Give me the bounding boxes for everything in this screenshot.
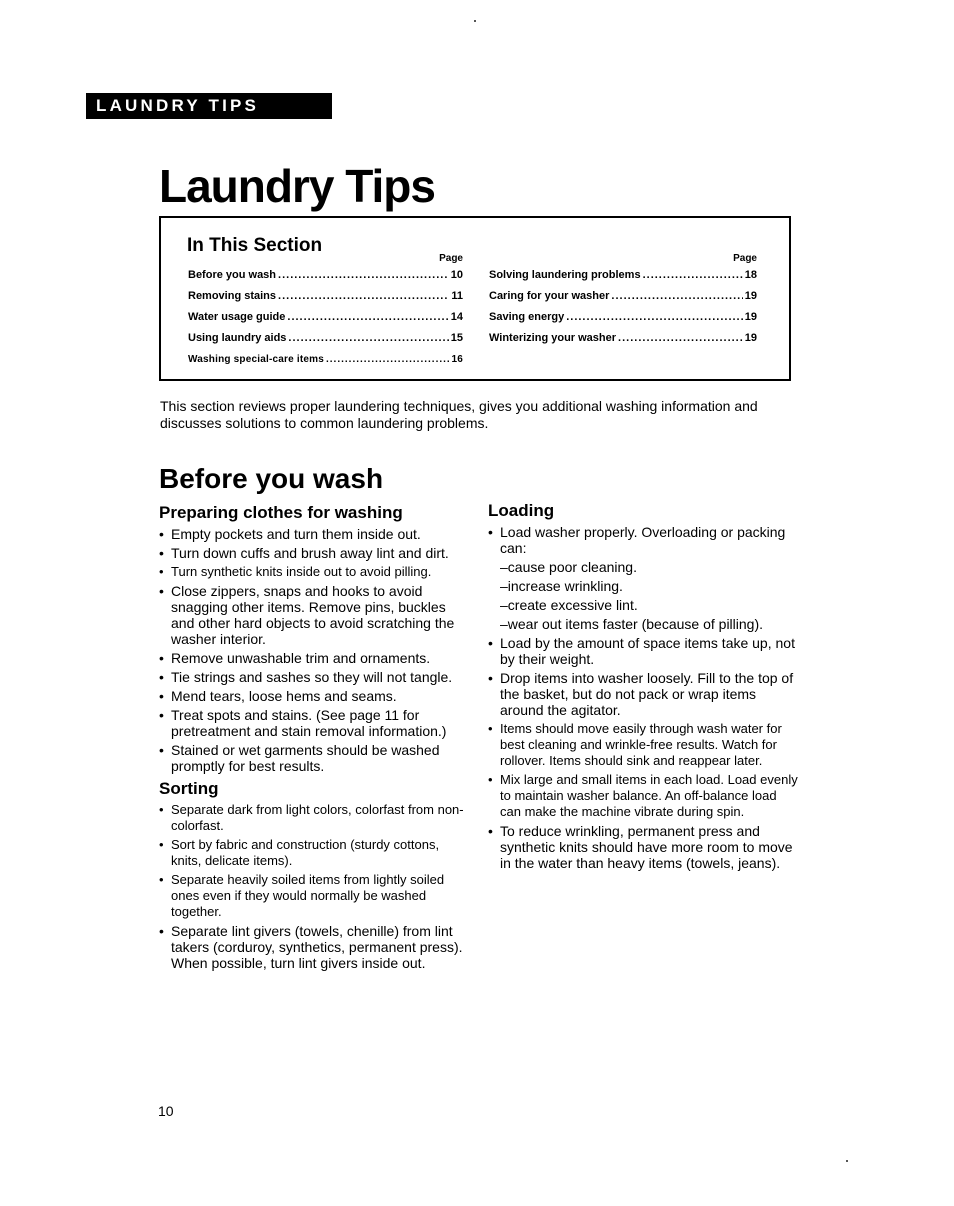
toc-entry-page: 14 xyxy=(450,311,463,323)
list-item: • Tie strings and sashes so they will not tangle. xyxy=(159,669,469,685)
list-item: • Stained or wet garments should be washed promptly for best results. xyxy=(159,742,469,774)
toc-entry-label: Winterizing your washer xyxy=(489,332,617,344)
toc-leader-dots xyxy=(278,286,449,307)
intro-paragraph: This section reviews proper laundering techniques, gives you additional washing information and discusses solutions to common laundering problems. xyxy=(160,398,758,431)
dash-item: –create excessive lint. xyxy=(500,597,638,613)
toc-leader-dots xyxy=(287,307,448,328)
list-item: • Treat spots and stains. (See page 11 for pretreatment and stain removal information.) xyxy=(159,707,469,739)
list-item: • Turn down cuffs and brush away lint and dirt. xyxy=(159,545,469,561)
list-item xyxy=(488,524,798,632)
toc-entry xyxy=(188,349,463,370)
toc-leader-dots xyxy=(611,286,742,307)
toc-leader-dots xyxy=(566,307,743,328)
toc-entry-label: Solving laundering problems xyxy=(489,269,641,281)
toc-leader-dots xyxy=(618,328,743,349)
toc-entry-page: 19 xyxy=(744,311,757,323)
loading-heading: Loading xyxy=(488,501,555,520)
page-title: Laundry Tips xyxy=(159,160,435,212)
toc-entry xyxy=(489,307,757,328)
list-item: • Separate heavily soiled items from lightly soiled ones even if they would normally be washed together. xyxy=(159,872,469,920)
list-item: • Separate dark from light colors, colorfast from non-colorfast. xyxy=(159,802,469,834)
list-item-text: Load washer properly. Overloading or packing can: xyxy=(500,524,786,556)
list-item: • Empty pockets and turn them inside out. xyxy=(159,526,469,542)
toc-entry xyxy=(188,328,463,349)
toc-heading: In This Section xyxy=(187,235,323,256)
list-item: • To reduce wrinkling, permanent press and synthetic knits should have more room to move in the water than heavy items (towels, jeans). xyxy=(488,823,798,871)
scan-speck xyxy=(846,1160,848,1162)
toc-page-header: Page xyxy=(439,253,463,264)
preparing-heading: Preparing clothes for washing xyxy=(159,503,403,522)
dash-item: –cause poor cleaning. xyxy=(500,559,637,575)
sorting-list xyxy=(159,802,469,971)
toc-entry-label: Using laundry aids xyxy=(188,332,287,344)
dash-item: –increase wrinkling. xyxy=(500,578,623,594)
toc-entry xyxy=(489,265,757,286)
list-item: • Remove unwashable trim and ornaments. xyxy=(159,650,469,666)
section-tab: LAUNDRY TIPS xyxy=(86,93,332,119)
toc-box xyxy=(159,216,791,381)
toc-right-column xyxy=(489,252,757,349)
toc-entry xyxy=(188,307,463,328)
dash-item: –wear out items faster (because of pilling). xyxy=(500,616,764,632)
toc-entry xyxy=(188,265,463,286)
list-item: • Separate lint givers (towels, chenille) from lint takers (corduroy, synthetics, permanent press). When possible, turn lint givers inside out. xyxy=(159,923,469,971)
toc-entry-page: 15 xyxy=(450,332,463,344)
list-item: • Turn synthetic knits inside out to avoid pilling. xyxy=(159,564,469,580)
scan-speck xyxy=(474,20,476,22)
toc-leader-dots xyxy=(288,328,448,349)
toc-entry xyxy=(489,328,757,349)
toc-entry-page: 19 xyxy=(744,332,757,344)
toc-entry-page: 16 xyxy=(451,354,463,365)
toc-entry-label: Before you wash xyxy=(188,269,277,281)
toc-entry xyxy=(188,286,463,307)
toc-entry-page: 18 xyxy=(744,269,757,281)
list-item: • Mix large and small items in each load. Load evenly to maintain washer balance. An off-balance load can make the machine vibrate during spin. xyxy=(488,772,798,820)
list-item: • Load by the amount of space items take up, not by their weight. xyxy=(488,635,798,667)
toc-page-header: Page xyxy=(733,253,757,264)
page-number: 10 xyxy=(158,1103,174,1119)
toc-leader-dots xyxy=(643,265,743,286)
sorting-heading: Sorting xyxy=(159,779,219,798)
list-item: • Close zippers, snaps and hooks to avoid snagging other items. Remove pins, buckles and other hard objects to avoid scratching the washer interior. xyxy=(159,583,469,647)
list-item: • Items should move easily through wash water for best cleaning and wrinkle-free results. Watch for rollover. Items should sink and reappear later. xyxy=(488,721,798,769)
preparing-list xyxy=(159,526,469,774)
toc-entry-label: Washing special-care items xyxy=(188,354,324,365)
left-column xyxy=(159,502,469,974)
toc-leader-dots xyxy=(326,349,449,370)
toc-leader-dots xyxy=(278,265,449,286)
toc-entry-label: Saving energy xyxy=(489,311,565,323)
toc-entry-page: 10 xyxy=(450,269,463,281)
list-item: • Mend tears, loose hems and seams. xyxy=(159,688,469,704)
toc-entry-page: 11 xyxy=(451,290,463,302)
toc-entry-label: Water usage guide xyxy=(188,311,286,323)
right-column xyxy=(488,500,798,874)
toc-left-column xyxy=(188,252,463,370)
section-title: Before you wash xyxy=(159,463,384,494)
toc-entry-page: 19 xyxy=(744,290,757,302)
toc-entry-label: Removing stains xyxy=(188,290,277,302)
list-item: • Drop items into washer loosely. Fill to the top of the basket, but do not pack or wrap items around the agitator. xyxy=(488,670,798,718)
toc-entry-label: Caring for your washer xyxy=(489,290,610,302)
list-item: • Sort by fabric and construction (sturdy cottons, knits, delicate items). xyxy=(159,837,469,869)
toc-entry xyxy=(489,286,757,307)
loading-list xyxy=(488,524,798,871)
